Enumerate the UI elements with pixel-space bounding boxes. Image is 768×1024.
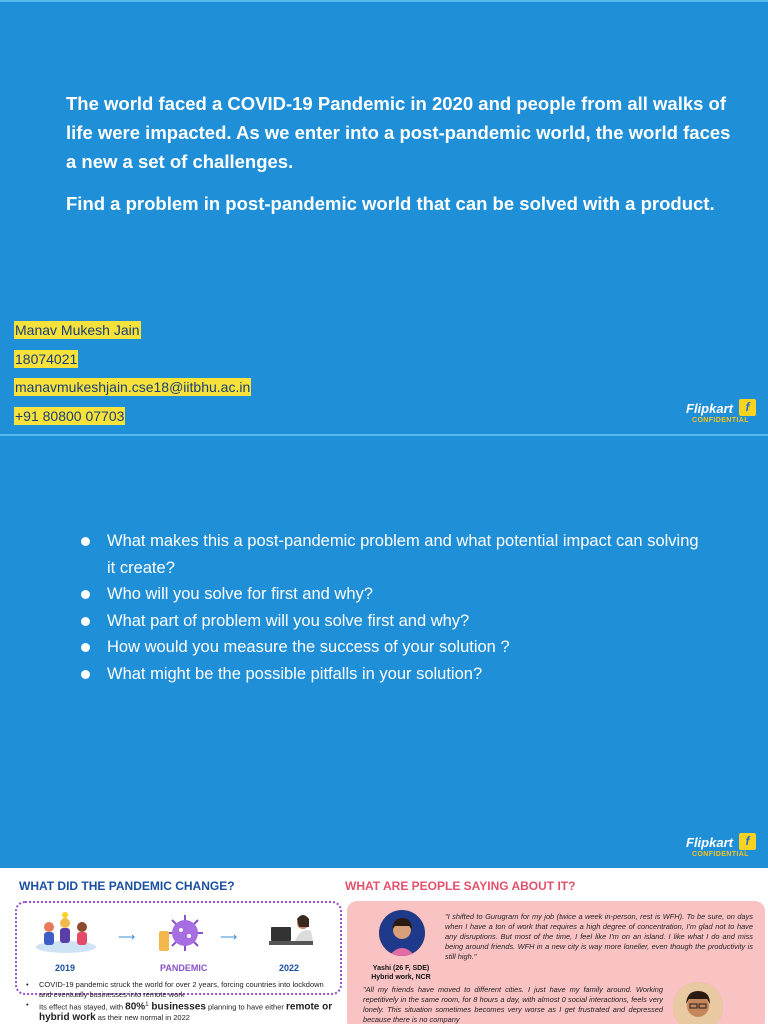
fact-stat: 80% <box>125 1001 146 1013</box>
fact-emphasis: remote or hybrid work <box>39 1001 333 1023</box>
person-photo-icon <box>379 910 425 956</box>
flipkart-logo <box>686 833 756 861</box>
question-item: What might be the possible pitfalls in your solution? <box>78 661 708 688</box>
pandemic-change-heading: WHAT DID THE PANDEMIC CHANGE? <box>19 879 235 893</box>
contact-roll-row <box>14 349 78 369</box>
question-item: How would you measure the success of your solution ? <box>78 634 708 661</box>
contact-name: Manav Mukesh Jain <box>15 322 140 338</box>
fact-text: Its effect has stayed, with <box>39 1002 126 1012</box>
contact-email-row <box>14 377 251 397</box>
user-quotes-panel <box>347 901 765 1024</box>
prompt-paragraph-1: The world faced a COVID-19 Pandemic in 2020 and people from all walks of life were impacted. As we enter into a post-pandemic world, the world faces a new a set of challenges. <box>66 93 731 172</box>
slide-questions <box>0 434 768 868</box>
quote-second: "All my friends have moved to different cities. I just have my family around. Working repetitively in the same room, for 8 hours a day, with almost 0 social interactions, feels very lonely. This situation sometimes becomes very worse as I get frustrated and depressed because there is no company <box>363 985 663 1024</box>
quote-attribution <box>365 964 437 982</box>
arrow-right-icon: ⟶ <box>220 930 238 944</box>
fact-footnote: 1 <box>145 1001 149 1008</box>
contact-name-row <box>14 320 141 340</box>
flipkart-wordmark: Flipkart <box>686 401 733 416</box>
question-item: What makes this a post-pandemic problem and what potential impact can solving it create? <box>78 528 708 581</box>
avatar <box>673 982 723 1024</box>
quote-yashi: "I shifted to Gurugram for my job (twice a week in-person, rest is WFH). To be sure, on days when I have a ton of work that requires a high degree of concentration, I'm glad not to have any disruptions. But most of the time, I feel like I'm on an island. I like what I do and miss being around friends. WFH in a new city is way more lonelier, even though the productivity is still high." <box>445 912 753 961</box>
confidential-label: CONFIDENTIAL <box>692 851 749 858</box>
contact-roll-number: 18074021 <box>15 351 78 367</box>
contact-email[interactable]: manavmukeshjain.cse18@iitbhu.ac.in <box>15 379 251 395</box>
contact-phone: +91 80800 07703 <box>15 408 125 424</box>
virus-illustration <box>155 911 209 955</box>
confidential-label: CONFIDENTIAL <box>692 417 749 424</box>
fact-text: as their new normal in 2022 <box>95 1012 190 1022</box>
question-item: What part of problem will you solve first and why? <box>78 608 708 635</box>
flipkart-bag-icon: f <box>739 833 756 850</box>
question-item: Who will you solve for first and why? <box>78 581 708 608</box>
timeline-label-2022: 2022 <box>279 963 300 973</box>
fact-hybrid-work <box>24 1000 334 1023</box>
prompt-text <box>66 89 736 231</box>
remote-work-illustration <box>261 911 323 955</box>
person-role: Hybrid work, NCR <box>371 974 431 981</box>
prompt-paragraph-2: Find a problem in post-pandemic world that can be solved with a product. <box>66 193 715 214</box>
person-photo-icon <box>673 982 723 1024</box>
contact-phone-row <box>14 406 125 426</box>
timeline-label-pandemic: PANDEMIC <box>160 963 208 973</box>
pandemic-facts-list <box>24 980 334 1023</box>
fact-stat-label: businesses <box>148 1001 206 1013</box>
slide-research <box>0 868 768 1024</box>
question-list <box>78 528 708 687</box>
avatar <box>379 910 425 956</box>
slide-intro <box>0 0 768 434</box>
arrow-right-icon: ⟶ <box>118 930 136 944</box>
team-collaboration-illustration <box>31 911 101 955</box>
flipkart-logo <box>686 399 756 427</box>
people-saying-heading: WHAT ARE PEOPLE SAYING ABOUT IT? <box>345 879 576 893</box>
flipkart-wordmark: Flipkart <box>686 835 733 850</box>
fact-text: planning to have either <box>205 1002 286 1012</box>
person-name: Yashi (26 F, SDE) <box>372 965 430 972</box>
flipkart-bag-icon: f <box>739 399 756 416</box>
timeline-label-2019: 2019 <box>55 963 76 973</box>
fact-lockdown: • COVID-19 pandemic struck the world for over 2 years, forcing countries into lockdown and eventually businesses into remote work <box>24 980 334 1000</box>
